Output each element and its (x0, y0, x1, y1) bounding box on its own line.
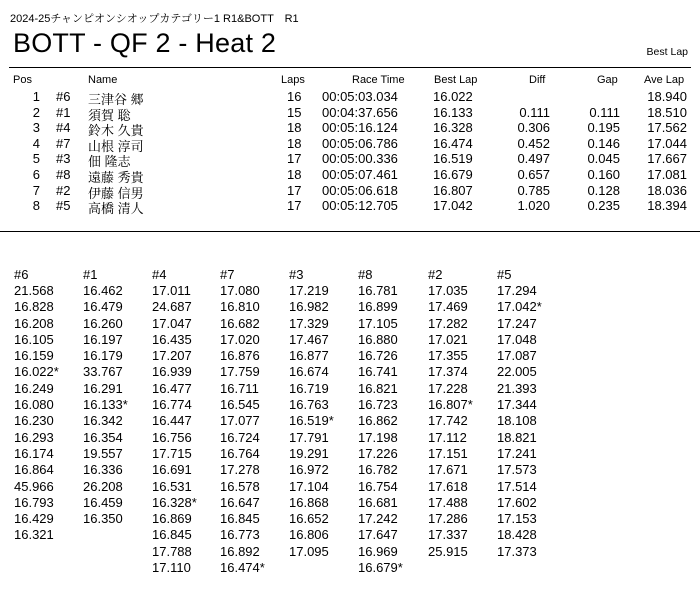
result-diff: 1.020 (517, 198, 550, 214)
result-laps: 18 (287, 167, 302, 182)
result-gap: 0.128 (587, 182, 620, 198)
lap-time: 17.355 (428, 348, 468, 364)
result-gap: 0.146 (587, 135, 620, 151)
lap-time: 16.208 (14, 315, 54, 331)
lap-time: 16.754 (358, 478, 398, 494)
result-best-lap: 17.042 (433, 198, 473, 214)
lap-time: 16.179 (83, 348, 123, 364)
result-race-time: 00:05:03.034 (322, 89, 398, 104)
result-number: #1 (56, 104, 71, 120)
result-race-time: 00:05:07.461 (322, 167, 398, 182)
lap-time: 16.545 (220, 397, 260, 413)
lap-time: 16.249 (14, 380, 54, 396)
lap-column (428, 267, 498, 560)
page-title: BOTT - QF 2 - Heat 2 (13, 28, 277, 58)
lap-time: 17.329 (289, 315, 329, 331)
col-header-name: Name (88, 74, 118, 86)
result-name: 須賀 聡 (88, 107, 131, 123)
lap-time: 16.321 (14, 527, 54, 543)
lap-column (220, 267, 290, 576)
lap-time: 16.862 (358, 413, 398, 429)
result-row (0, 104, 700, 123)
lap-time: 16.477 (152, 380, 192, 396)
result-laps: 17 (287, 198, 302, 214)
lap-time: 16.682 (220, 315, 260, 331)
lap-time: 16.197 (83, 331, 123, 347)
col-header-best-lap: Best Lap (434, 74, 478, 86)
lap-time: 16.342 (83, 413, 123, 429)
result-row (0, 167, 700, 185)
lap-time: 16.793 (14, 494, 54, 510)
lap-time: 16.350 (83, 511, 123, 527)
lap-time: 17.373 (497, 543, 537, 559)
result-name: 高橋 清人 (88, 201, 144, 217)
result-name: 山根 淳司 (88, 138, 144, 154)
result-row (0, 120, 700, 139)
result-race-time: 00:05:16.124 (322, 120, 398, 136)
lap-time: 16.828 (14, 299, 54, 315)
lap-time: 17.207 (152, 348, 192, 364)
lap-column-header: #4 (152, 267, 167, 282)
lap-time: 18.108 (497, 413, 537, 429)
lap-time: 17.618 (428, 478, 468, 494)
lap-time: 17.344 (497, 397, 537, 413)
section-divider (0, 231, 700, 232)
lap-column (358, 267, 428, 576)
lap-time: 17.374 (428, 364, 468, 380)
lap-time: 17.294 (497, 283, 537, 298)
lap-time: 17.715 (152, 445, 192, 461)
result-best-lap: 16.328 (433, 120, 473, 136)
lap-time: 45.966 (14, 478, 54, 494)
lap-time: 19.291 (289, 445, 329, 461)
lap-time: 17.112 (428, 429, 467, 445)
lap-time: 17.759 (220, 364, 260, 380)
lap-time: 16.578 (220, 478, 260, 494)
lap-time: 16.726 (358, 348, 398, 364)
lap-time: 16.756 (152, 429, 192, 445)
result-ave-lap: 17.081 (647, 167, 687, 182)
result-ave-lap: 17.044 (647, 135, 687, 151)
lap-time: 16.429 (14, 511, 54, 527)
lap-time: 16.674 (289, 364, 329, 380)
result-diff: 0.306 (517, 120, 550, 136)
result-gap: 0.045 (587, 151, 620, 167)
lap-time: 16.293 (14, 429, 54, 445)
lap-time: 16.159 (14, 348, 54, 364)
lap-time: 17.153 (497, 511, 537, 527)
lap-time: 16.741 (358, 364, 398, 380)
lap-column-header: #1 (83, 267, 98, 282)
result-best-lap: 16.807 (433, 182, 473, 198)
result-name: 遠藤 秀貴 (88, 170, 144, 185)
lap-time: 17.647 (358, 527, 398, 543)
lap-time: 16.691 (152, 462, 192, 478)
lap-column-header: #3 (289, 267, 304, 282)
lap-column (289, 267, 359, 560)
result-ave-lap: 18.036 (647, 182, 687, 198)
lap-time: 17.286 (428, 511, 468, 527)
lap-time: 33.767 (83, 364, 123, 380)
lap-time: 16.774 (152, 397, 192, 413)
lap-time: 16.719 (289, 380, 329, 396)
result-gap: 0.160 (587, 167, 620, 182)
lap-time: 16.647 (220, 494, 260, 510)
lap-time: 17.247 (497, 315, 537, 331)
lap-time: 17.021 (428, 331, 468, 347)
lap-time: 17.077 (220, 413, 260, 429)
lap-time: 17.791 (289, 429, 329, 445)
result-number: #6 (56, 89, 71, 104)
lap-time: 17.742 (428, 413, 468, 429)
lap-time: 16.845 (220, 511, 260, 527)
lap-time: 16.435 (152, 331, 192, 347)
col-header-race-time: Race Time (352, 74, 405, 86)
lap-column-header: #2 (428, 267, 443, 282)
result-race-time: 00:05:12.705 (322, 198, 398, 214)
lap-time: 17.788 (152, 543, 192, 559)
result-name: 佃 隆志 (88, 154, 131, 170)
lap-column (83, 267, 153, 527)
result-diff: 0.452 (517, 135, 550, 151)
header-divider (9, 67, 691, 68)
result-laps: 17 (287, 182, 302, 198)
result-ave-lap: 18.940 (647, 89, 687, 104)
lap-time: 17.080 (220, 283, 260, 298)
result-diff: 0.111 (519, 104, 550, 120)
result-race-time: 00:05:06.786 (322, 135, 398, 151)
lap-time: 17.337 (428, 527, 468, 543)
lap-time: 17.469 (428, 299, 468, 315)
result-row (0, 198, 700, 217)
result-ave-lap: 17.562 (647, 120, 687, 136)
result-number: #2 (56, 182, 71, 198)
col-header-laps: Laps (281, 74, 305, 86)
lap-time: 16.328* (152, 494, 197, 510)
lap-column (152, 267, 222, 576)
lap-column (14, 267, 84, 544)
result-number: #4 (56, 120, 71, 136)
lap-time: 16.681 (358, 494, 398, 510)
best-lap-tag: Best Lap (646, 46, 688, 58)
lap-time: 16.459 (83, 494, 123, 510)
lap-time: 17.110 (152, 560, 191, 576)
lap-time: 16.711 (220, 380, 259, 396)
lap-time: 16.810 (220, 299, 260, 315)
lap-time: 16.892 (220, 543, 260, 559)
result-ave-lap: 18.394 (647, 198, 687, 214)
result-number: #7 (56, 135, 71, 151)
result-pos: 6 (32, 167, 40, 182)
lap-time: 16.230 (14, 413, 54, 429)
lap-time: 16.868 (289, 494, 329, 510)
col-header-pos: Pos (13, 74, 32, 86)
result-best-lap: 16.519 (433, 151, 473, 167)
result-gap: 0.235 (587, 198, 620, 214)
lap-time: 16.972 (289, 462, 329, 478)
result-number: #8 (56, 167, 71, 182)
lap-time: 19.557 (83, 445, 123, 461)
result-race-time: 00:04:37.656 (322, 104, 398, 120)
lap-time: 18.428 (497, 527, 537, 543)
lap-time: 16.519* (289, 413, 334, 429)
lap-time: 16.969 (358, 543, 398, 559)
lap-time: 16.724 (220, 429, 260, 445)
lap-time: 17.087 (497, 348, 537, 364)
col-header-diff: Diff (529, 74, 546, 86)
lap-time: 17.020 (220, 331, 260, 347)
lap-time: 16.080 (14, 397, 54, 413)
result-best-lap: 16.679 (433, 167, 473, 182)
result-pos: 8 (32, 198, 40, 214)
lap-time: 16.764 (220, 445, 260, 461)
lap-time: 22.005 (497, 364, 537, 380)
lap-time: 16.869 (152, 511, 192, 527)
result-gap: 0.111 (589, 104, 620, 120)
lap-time: 16.260 (83, 315, 123, 331)
lap-time: 17.226 (358, 445, 398, 461)
lap-time: 21.568 (14, 283, 54, 298)
lap-time: 16.773 (220, 527, 260, 543)
result-row (0, 135, 700, 154)
lap-time: 16.447 (152, 413, 192, 429)
result-best-lap: 16.133 (433, 104, 473, 120)
result-row (0, 151, 700, 170)
lap-time: 16.174 (14, 445, 54, 461)
result-pos: 3 (32, 120, 40, 136)
lap-time: 17.241 (497, 445, 537, 461)
result-pos: 7 (32, 182, 40, 198)
result-number: #3 (56, 151, 71, 167)
lap-time: 16.531 (152, 478, 192, 494)
lap-time: 24.687 (152, 299, 192, 315)
lap-time: 16.899 (358, 299, 398, 315)
lap-time: 17.095 (289, 543, 329, 559)
result-pos: 5 (32, 151, 40, 167)
col-header-gap: Gap (597, 74, 618, 86)
lap-time: 16.354 (83, 429, 123, 445)
lap-time: 16.864 (14, 462, 54, 478)
lap-time: 25.915 (428, 543, 468, 559)
result-row (0, 89, 700, 107)
result-pos: 4 (32, 135, 40, 151)
lap-time: 17.467 (289, 331, 329, 347)
lap-time: 16.821 (358, 380, 398, 396)
event-subtitle: 2024-25チャンピオンシオップカテゴリー1 R1&BOTT R1 (10, 13, 299, 25)
lap-time: 17.242 (358, 511, 398, 527)
lap-time: 17.219 (289, 283, 329, 298)
lap-column-header: #7 (220, 267, 235, 282)
result-number: #5 (56, 198, 71, 214)
lap-time: 16.876 (220, 348, 260, 364)
result-laps: 17 (287, 151, 302, 167)
lap-time: 17.104 (289, 478, 329, 494)
lap-time: 16.877 (289, 348, 329, 364)
result-name: 伊藤 信男 (88, 185, 144, 201)
lap-time: 17.278 (220, 462, 260, 478)
lap-time: 17.035 (428, 283, 468, 298)
lap-time: 16.763 (289, 397, 329, 413)
result-ave-lap: 17.667 (647, 151, 687, 167)
result-best-lap: 16.022 (433, 89, 473, 104)
lap-time: 16.806 (289, 527, 329, 543)
result-name: 三津谷 郷 (88, 92, 144, 107)
result-laps: 15 (287, 104, 302, 120)
lap-time: 17.198 (358, 429, 398, 445)
lap-time: 16.781 (358, 283, 398, 298)
result-laps: 18 (287, 120, 302, 136)
lap-time: 16.845 (152, 527, 192, 543)
result-gap: 0.195 (587, 120, 620, 136)
lap-time: 17.488 (428, 494, 468, 510)
lap-time: 16.291 (83, 380, 123, 396)
lap-time: 16.939 (152, 364, 192, 380)
lap-time: 16.652 (289, 511, 329, 527)
result-best-lap: 16.474 (433, 135, 473, 151)
result-diff: 0.657 (517, 167, 550, 182)
lap-time: 17.573 (497, 462, 537, 478)
lap-time: 16.982 (289, 299, 329, 315)
lap-time: 17.282 (428, 315, 468, 331)
result-diff: 0.497 (517, 151, 550, 167)
lap-time: 17.514 (497, 478, 537, 494)
lap-time: 17.671 (428, 462, 468, 478)
lap-time: 16.807* (428, 397, 473, 413)
lap-time: 16.022* (14, 364, 59, 380)
lap-time: 17.048 (497, 331, 537, 347)
lap-time: 17.151 (428, 445, 468, 461)
result-row (0, 182, 700, 201)
lap-time: 16.723 (358, 397, 398, 413)
lap-time: 17.042* (497, 299, 542, 315)
result-ave-lap: 18.510 (647, 104, 687, 120)
lap-time: 26.208 (83, 478, 123, 494)
lap-column-header: #6 (14, 267, 29, 282)
result-laps: 18 (287, 135, 302, 151)
lap-time: 17.105 (358, 315, 398, 331)
lap-time: 17.602 (497, 494, 537, 510)
lap-time: 16.462 (83, 283, 123, 298)
result-race-time: 00:05:00.336 (322, 151, 398, 167)
col-header-ave-lap: Ave Lap (644, 74, 685, 86)
lap-column-header: #8 (358, 267, 373, 282)
lap-column (497, 267, 567, 560)
lap-time: 21.393 (497, 380, 537, 396)
lap-time: 16.133* (83, 397, 128, 413)
lap-time: 16.336 (83, 462, 123, 478)
result-name: 鈴木 久貴 (88, 123, 144, 139)
lap-time: 16.105 (14, 331, 54, 347)
result-pos: 1 (32, 89, 40, 104)
lap-time: 16.679* (358, 560, 403, 576)
lap-time: 17.047 (152, 315, 192, 331)
lap-time: 16.474* (220, 560, 265, 576)
lap-time: 17.228 (428, 380, 468, 396)
lap-time: 16.880 (358, 331, 398, 347)
lap-time: 18.821 (497, 429, 537, 445)
lap-column-header: #5 (497, 267, 512, 282)
lap-time: 17.011 (152, 283, 191, 298)
result-diff: 0.785 (517, 182, 550, 198)
lap-time: 16.479 (83, 299, 123, 315)
lap-time: 16.782 (358, 462, 398, 478)
result-pos: 2 (32, 104, 40, 120)
result-laps: 16 (287, 89, 302, 104)
result-race-time: 00:05:06.618 (322, 182, 398, 198)
